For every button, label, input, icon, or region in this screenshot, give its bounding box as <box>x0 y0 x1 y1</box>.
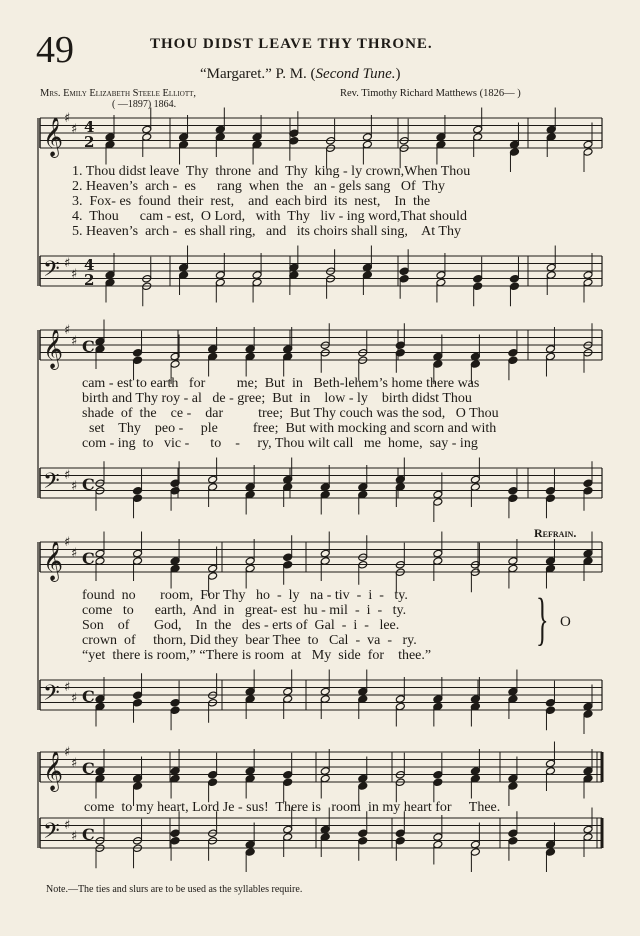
note-head <box>545 494 555 503</box>
tune-name: “Margaret.” P. M. <box>200 66 307 82</box>
note-head <box>283 770 293 779</box>
sharp-icon: ♯ <box>64 256 71 271</box>
note-head <box>583 271 593 280</box>
note-head <box>170 564 180 573</box>
note-head <box>358 483 368 492</box>
refrain-label: Refrain. <box>534 526 577 540</box>
note-head <box>508 782 518 791</box>
system-3-verses <box>82 588 431 663</box>
note-head <box>399 267 409 276</box>
note-head <box>508 494 518 503</box>
note-head <box>208 572 218 581</box>
refrain-lyric: come to my heart, Lord Je - sus! There is room in my heart for Thee. <box>84 800 501 815</box>
sharp-icon: ♯ <box>71 267 78 282</box>
note-head <box>208 770 218 779</box>
note-head <box>508 829 518 838</box>
sharp-icon: ♯ <box>71 479 78 494</box>
sharp-icon: ♯ <box>64 680 71 695</box>
note-head <box>470 774 480 783</box>
note-head <box>142 125 152 134</box>
system-2-verses <box>82 376 499 451</box>
note-head <box>179 140 189 149</box>
note-head <box>362 263 372 272</box>
note-head <box>95 702 105 711</box>
note-head <box>283 833 293 842</box>
note-head <box>133 691 143 700</box>
note-head <box>470 840 480 849</box>
note-head <box>320 833 330 842</box>
note-head <box>546 263 556 272</box>
verse-line: Son of God, In the des - erts of Gal - i - lee. <box>82 618 400 633</box>
sharp-icon: ♯ <box>64 745 71 760</box>
note-head <box>546 133 556 142</box>
bass-clef-icon: 𝄢 <box>43 819 60 849</box>
note-head <box>133 494 143 503</box>
verse-line: found no room, For Thy ho - ly na - tiv - i - ty. <box>82 588 408 603</box>
note-head <box>283 560 293 569</box>
note-head <box>245 352 255 361</box>
common-time-icon: C <box>82 549 95 568</box>
note-head <box>395 483 405 492</box>
note-head <box>362 271 372 280</box>
time-signature-bottom: 2 <box>84 271 95 289</box>
note-head <box>545 706 555 715</box>
note-head <box>545 352 555 361</box>
note-head <box>133 486 143 495</box>
note-head <box>95 557 105 566</box>
note-head <box>320 695 330 704</box>
note-head <box>170 767 180 776</box>
note-head <box>252 278 262 287</box>
note-head <box>105 133 115 142</box>
note-head <box>252 133 262 142</box>
note-head <box>509 140 519 149</box>
note-head <box>399 274 409 283</box>
note-head <box>583 825 593 834</box>
tune-note-close: ) <box>395 66 401 82</box>
sharp-icon: ♯ <box>64 535 71 550</box>
note-head <box>215 278 225 287</box>
note-head <box>283 695 293 704</box>
note-head <box>436 140 446 149</box>
note-head <box>433 840 443 849</box>
tune-note-open: ( <box>310 66 316 82</box>
note-head <box>170 352 180 361</box>
note-head <box>358 774 368 783</box>
note-head <box>283 825 293 834</box>
note-head <box>433 778 443 787</box>
common-time-icon: C <box>82 759 95 778</box>
note-head <box>545 840 555 849</box>
note-head <box>395 702 405 711</box>
treble-clef-icon: 𝄞 <box>43 117 64 157</box>
tune-note: Second Tune. <box>315 66 396 82</box>
note-head <box>473 133 483 142</box>
system-1-verses <box>72 164 470 239</box>
note-head <box>320 825 330 834</box>
common-time-icon: C <box>82 475 95 494</box>
verse-line: 5. Heaven’s arch - es shall ring, and its choirs shall sing, At Thy <box>72 224 461 239</box>
sharp-icon: ♯ <box>64 468 71 483</box>
note-head <box>583 140 593 149</box>
treble-clef-icon: 𝄞 <box>43 329 64 369</box>
note-head <box>508 486 518 495</box>
note-head <box>473 282 483 291</box>
note-head <box>583 833 593 842</box>
note-head <box>283 345 293 354</box>
note-head <box>179 271 189 280</box>
common-time-icon: C <box>82 337 95 356</box>
note-head <box>133 698 143 707</box>
verse-line: crown of thorn, Did they bear Thee to Cal - va - ry. <box>82 633 417 648</box>
note-head <box>508 774 518 783</box>
note-head <box>362 140 372 149</box>
note-head <box>470 475 480 484</box>
verse-line: birth and Thy roy - al de - gree; But in low - ly birth didst Thou <box>82 391 472 406</box>
note-head <box>395 829 405 838</box>
note-head <box>215 125 225 134</box>
note-head <box>245 767 255 776</box>
note-head <box>208 564 218 573</box>
note-head <box>245 483 255 492</box>
note-head <box>208 778 218 787</box>
note-head <box>358 836 368 845</box>
note-head <box>433 549 443 558</box>
note-head <box>245 687 255 696</box>
verse-brace: } <box>536 586 549 651</box>
time-signature-bottom: 2 <box>84 133 95 151</box>
note-head <box>245 774 255 783</box>
note-head <box>358 490 368 499</box>
note-head <box>433 352 443 361</box>
note-head <box>436 278 446 287</box>
note-head <box>395 348 405 357</box>
note-head <box>320 557 330 566</box>
note-head <box>508 836 518 845</box>
time-signature-top: 4 <box>84 256 95 274</box>
note-head <box>320 483 330 492</box>
sharp-icon: ♯ <box>64 111 71 126</box>
sharp-icon: ♯ <box>64 818 71 833</box>
note-head <box>508 348 518 357</box>
note-head <box>133 348 143 357</box>
note-head <box>362 133 372 142</box>
note-head <box>208 345 218 354</box>
note-head <box>170 774 180 783</box>
note-head <box>252 271 262 280</box>
note-head <box>470 695 480 704</box>
verse-line: shade of the ce - dar tree; But Thy couch was the sod, O Thou <box>82 406 499 421</box>
note-head <box>545 557 555 566</box>
verse-line: set Thy peo - ple free; But with mocking and scorn and with <box>82 421 497 436</box>
note-head <box>95 337 105 346</box>
note-head <box>433 557 443 566</box>
note-head <box>215 271 225 280</box>
note-head <box>473 125 483 134</box>
note-head <box>545 564 555 573</box>
note-head <box>583 767 593 776</box>
footnote: Note.—The ties and slurs are to be used as the syllables require. <box>46 884 303 895</box>
sharp-icon: ♯ <box>71 334 78 349</box>
note-head <box>508 695 518 704</box>
note-head <box>179 133 189 142</box>
note-head <box>470 483 480 492</box>
note-head <box>470 767 480 776</box>
note-head <box>583 710 593 719</box>
note-head <box>179 263 189 272</box>
note-head <box>208 483 218 492</box>
note-head <box>509 274 519 283</box>
note-head <box>508 687 518 696</box>
verse-line: come to earth, And in great- est hu - mil - i - ty. <box>82 603 407 618</box>
note-head <box>395 836 405 845</box>
note-head <box>170 479 180 488</box>
sharp-icon: ♯ <box>71 546 78 561</box>
note-head <box>508 564 518 573</box>
sharp-icon: ♯ <box>71 756 78 771</box>
note-head <box>95 695 105 704</box>
note-head <box>546 271 556 280</box>
note-head <box>395 695 405 704</box>
note-head <box>508 356 518 365</box>
note-head <box>95 549 105 558</box>
note-head <box>245 840 255 849</box>
treble-clef-icon: 𝄞 <box>43 751 64 791</box>
hymn-number: 49 <box>36 29 74 71</box>
verse-line: com - ing to vic - to - ry, Thou wilt call me home, say - ing <box>82 436 478 451</box>
note-head <box>170 836 180 845</box>
hymn-title: THOU DIDST LEAVE THY THRONE. <box>150 36 433 52</box>
note-head <box>358 782 368 791</box>
common-time-icon: C <box>82 825 95 844</box>
note-head <box>142 133 152 142</box>
verse-line: 4. Thou cam - est, O Lord, with Thy liv - ing word,That should <box>72 209 467 224</box>
note-head <box>133 549 143 558</box>
note-head <box>320 767 330 776</box>
note-head <box>245 564 255 573</box>
note-head <box>283 475 293 484</box>
note-head <box>583 278 593 287</box>
note-head <box>433 498 443 507</box>
note-head <box>358 695 368 704</box>
sharp-icon: ♯ <box>71 122 78 137</box>
note-head <box>208 352 218 361</box>
note-head <box>105 271 115 280</box>
note-head <box>583 557 593 566</box>
note-head <box>170 360 180 369</box>
note-head <box>358 687 368 696</box>
note-head <box>208 475 218 484</box>
note-head <box>133 782 143 791</box>
verse-line: 2. Heaven’s arch - es rang when the an - gels sang Of Thy <box>72 179 445 194</box>
note-head <box>433 695 443 704</box>
note-head <box>395 341 405 350</box>
note-head <box>470 352 480 361</box>
verse-line: 3. Fox- es found their rest, and each bird its nest, In the <box>72 194 431 209</box>
note-head <box>283 352 293 361</box>
note-head <box>320 490 330 499</box>
note-head <box>245 557 255 566</box>
bass-clef-icon: 𝄢 <box>43 681 60 711</box>
note-head <box>545 767 555 776</box>
note-head <box>105 278 115 287</box>
note-head <box>583 702 593 711</box>
note-head <box>546 125 556 134</box>
sharp-icon: ♯ <box>71 691 78 706</box>
note-head <box>245 345 255 354</box>
composer-credit: Rev. Timothy Richard Matthews (1826— ) <box>340 88 521 99</box>
note-head <box>252 140 262 149</box>
note-head <box>245 695 255 704</box>
note-head <box>133 774 143 783</box>
note-head <box>545 345 555 354</box>
note-head <box>95 767 105 776</box>
note-head <box>545 759 555 768</box>
note-head <box>470 360 480 369</box>
note-head <box>436 133 446 142</box>
note-head <box>283 553 293 562</box>
note-head <box>95 774 105 783</box>
note-head <box>105 140 115 149</box>
note-head <box>395 475 405 484</box>
refrain-word: O <box>560 614 571 630</box>
note-head <box>545 848 555 857</box>
note-head <box>283 778 293 787</box>
note-head <box>320 774 330 783</box>
note-head <box>245 848 255 857</box>
note-head <box>215 133 225 142</box>
sharp-icon: ♯ <box>64 323 71 338</box>
note-head <box>509 148 519 157</box>
note-head <box>245 490 255 499</box>
note-head <box>170 557 180 566</box>
note-head <box>283 687 293 696</box>
note-head <box>433 360 443 369</box>
note-head <box>95 345 105 354</box>
note-head <box>436 271 446 280</box>
note-head <box>170 829 180 838</box>
note-head <box>133 557 143 566</box>
verse-line: “yet there is room,” “There is room at My side for thee.” <box>82 648 432 663</box>
note-head <box>433 490 443 499</box>
note-head <box>433 833 443 842</box>
verse-line: cam - est to earth for me; But in Beth-lehem’s home there was <box>82 376 480 391</box>
bass-clef-icon: 𝄢 <box>43 469 60 499</box>
note-head <box>170 698 180 707</box>
note-head <box>170 486 180 495</box>
note-head <box>583 549 593 558</box>
note-head <box>545 486 555 495</box>
note-head <box>545 698 555 707</box>
note-head <box>358 829 368 838</box>
common-time-icon: C <box>82 687 95 706</box>
note-head <box>508 557 518 566</box>
note-head <box>170 706 180 715</box>
note-head <box>583 486 593 495</box>
verse-line: 1. Thou didst leave Thy throne and Thy king - ly crown,When Thou <box>72 164 471 179</box>
bass-clef-icon: 𝄢 <box>43 257 60 287</box>
note-head <box>583 774 593 783</box>
author-name: Mrs. Emily Elizabeth Steele Elliott, <box>40 88 196 99</box>
note-head <box>473 274 483 283</box>
note-head <box>320 549 330 558</box>
note-head <box>320 687 330 696</box>
note-head <box>433 770 443 779</box>
note-head <box>470 702 480 711</box>
note-head <box>133 356 143 365</box>
author-dates: ( —1897) 1864. <box>112 99 177 110</box>
sharp-icon: ♯ <box>71 829 78 844</box>
note-head <box>283 483 293 492</box>
note-head <box>509 282 519 291</box>
note-head <box>470 848 480 857</box>
time-signature-top: 4 <box>84 118 95 136</box>
note-head <box>433 702 443 711</box>
note-head <box>583 479 593 488</box>
treble-clef-icon: 𝄞 <box>43 541 64 581</box>
note-head <box>583 148 593 157</box>
